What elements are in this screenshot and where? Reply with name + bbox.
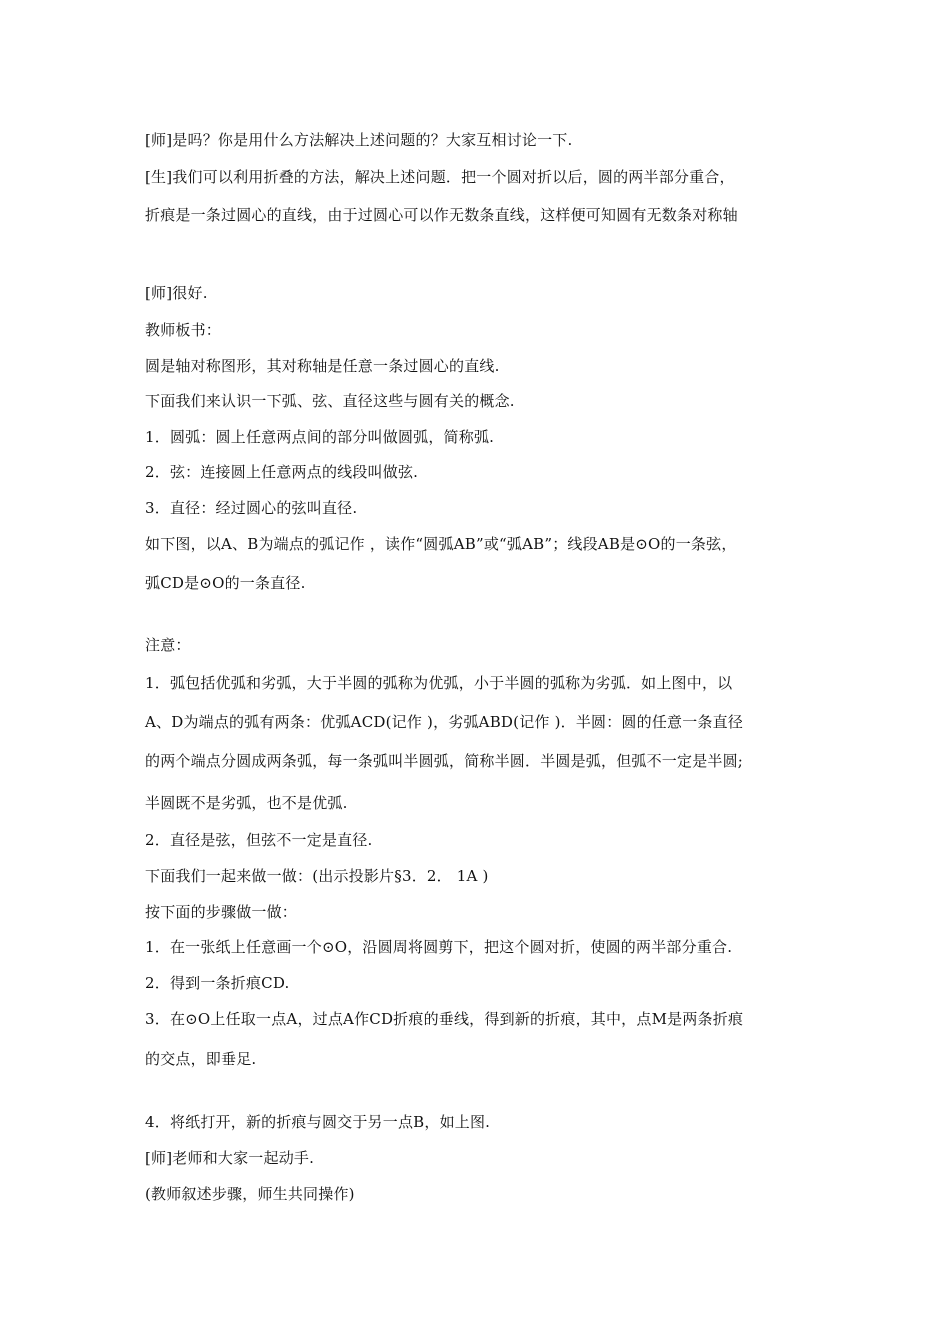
text-line: 4．将纸打开，新的折痕与圆交于另一点B，如上图. bbox=[145, 1113, 491, 1131]
text-line: 注意： bbox=[145, 636, 191, 654]
text-line: 的两个端点分圆成两条弧，每一条弧叫半圆弧，简称半圆．半圆是弧，但弧不一定是半圆; bbox=[145, 752, 744, 770]
text-line: [生]我们可以利用折叠的方法，解决上述问题．把一个圆对折以后，圆的两半部分重合， bbox=[145, 168, 735, 186]
text-line: 3．在⊙O上任取一点A，过点A作CD折痕的垂线，得到新的折痕，其中，点M是两条折痕 bbox=[145, 1010, 744, 1028]
text-line: 2．得到一条折痕CD. bbox=[145, 974, 290, 992]
text-line: [师]是吗？你是用什么方法解决上述问题的？大家互相讨论一下. bbox=[145, 131, 573, 149]
text-line: 2．直径是弦，但弦不一定是直径. bbox=[145, 831, 373, 849]
text-line: 1．在一张纸上任意画一个⊙O，沿圆周将圆剪下，把这个圆对折，使圆的两半部分重合. bbox=[145, 938, 733, 956]
text-line: 的交点，即垂足. bbox=[145, 1050, 257, 1068]
text-line: 1．弧包括优弧和劣弧，大于半圆的弧称为优弧，小于半圆的弧称为劣弧．如上图中，以 bbox=[145, 674, 733, 692]
text-line: 圆是轴对称图形，其对称轴是任意一条过圆心的直线. bbox=[145, 357, 500, 375]
text-line: 3．直径：经过圆心的弦叫直径. bbox=[145, 499, 358, 517]
text-line: A、D为端点的弧有两条：优弧ACD(记作 )，劣弧ABD(记作 )．半圆：圆的任意一条直径 bbox=[145, 713, 744, 731]
text-line: 如下图，以A、B为端点的弧记作 ，读作“圆弧AB”或“弧AB”；线段AB是⊙O的一条弦， bbox=[145, 535, 737, 553]
text-line: [师]很好. bbox=[145, 284, 208, 302]
text-line: 教师板书： bbox=[145, 321, 222, 339]
text-line: 1．圆弧：圆上任意两点间的部分叫做圆弧，简称弧. bbox=[145, 428, 495, 446]
text-line: 下面我们来认识一下弧、弦、直径这些与圆有关的概念. bbox=[145, 392, 515, 410]
text-line: 半圆既不是劣弧，也不是优弧. bbox=[145, 794, 348, 812]
text-line: (教师叙述步骤，师生共同操作) bbox=[145, 1185, 355, 1203]
text-line: 弧CD是⊙O的一条直径. bbox=[145, 574, 306, 592]
text-line: [师]老师和大家一起动手. bbox=[145, 1149, 315, 1167]
text-line: 折痕是一条过圆心的直线，由于过圆心可以作无数条直线，这样便可知圆有无数条对称轴 bbox=[145, 206, 738, 224]
text-line: 下面我们一起来做一做：(出示投影片§3．2． 1A ) bbox=[145, 867, 489, 885]
text-line: 2．弦：连接圆上任意两点的线段叫做弦. bbox=[145, 463, 419, 481]
text-line: 按下面的步骤做一做： bbox=[145, 903, 298, 921]
